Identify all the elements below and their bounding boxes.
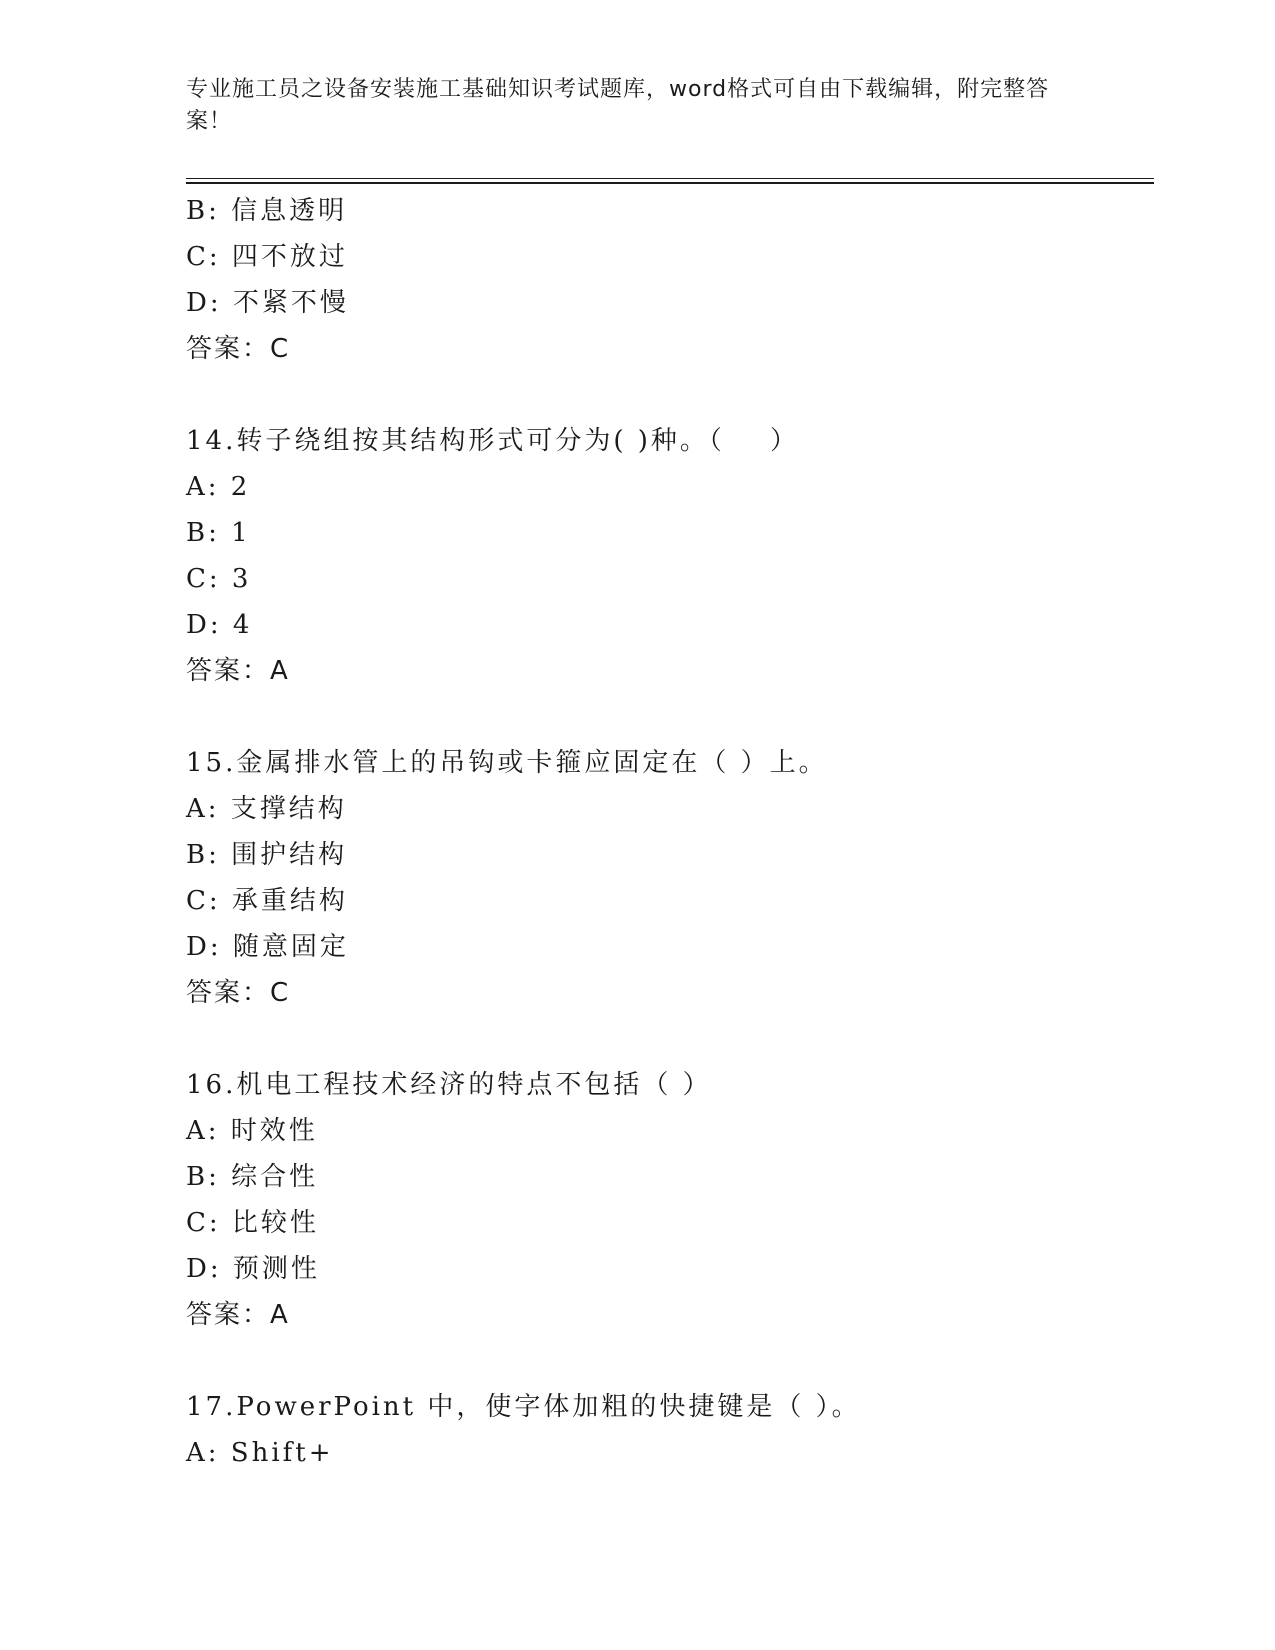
answer-line: 答案：A <box>186 656 290 686</box>
question-stem: 15.金属排水管上的吊钩或卡箍应固定在（ ）上。 <box>186 748 828 778</box>
option-line: A: 支撑结构 <box>186 794 347 824</box>
option-line: B: 信息透明 <box>186 196 348 226</box>
question-stem: 16.机电工程技术经济的特点不包括（ ） <box>186 1070 712 1100</box>
header-rule-thin <box>186 178 1154 179</box>
option-line: A: 2 <box>186 472 251 502</box>
option-line: B: 围护结构 <box>186 840 348 870</box>
question-stem: 17.PowerPoint 中，使字体加粗的快捷键是（ ）。 <box>186 1392 861 1422</box>
question-stem: 14.转子绕组按其结构形式可分为( )种。（ ） <box>186 426 799 456</box>
option-line: C: 3 <box>186 564 252 594</box>
spacer <box>186 694 1146 740</box>
spacer <box>186 1016 1146 1062</box>
spacer <box>186 1338 1146 1384</box>
spacer <box>186 372 1146 418</box>
question-list <box>186 188 1146 1476</box>
answer-line: 答案：C <box>186 978 291 1008</box>
option-line: A: Shift+ <box>186 1438 334 1468</box>
option-line: A: 时效性 <box>186 1116 318 1146</box>
option-line: D: 随意固定 <box>186 932 349 962</box>
option-line: C: 承重结构 <box>186 886 348 916</box>
option-line: D: 不紧不慢 <box>186 288 349 318</box>
header-rule-thick <box>186 182 1154 184</box>
option-line: B: 综合性 <box>186 1162 319 1192</box>
option-line: B: 1 <box>186 518 251 548</box>
option-line: C: 四不放过 <box>186 242 348 272</box>
option-line: C: 比较性 <box>186 1208 319 1238</box>
option-line: D: 4 <box>186 610 253 640</box>
answer-line: 答案：A <box>186 1300 290 1330</box>
option-line: D: 预测性 <box>186 1254 320 1284</box>
document-header: 专业施工员之设备安装施工基础知识考试题库，word格式可自由下载编辑，附完整答案！ <box>186 77 1050 134</box>
answer-line: 答案：C <box>186 334 291 364</box>
